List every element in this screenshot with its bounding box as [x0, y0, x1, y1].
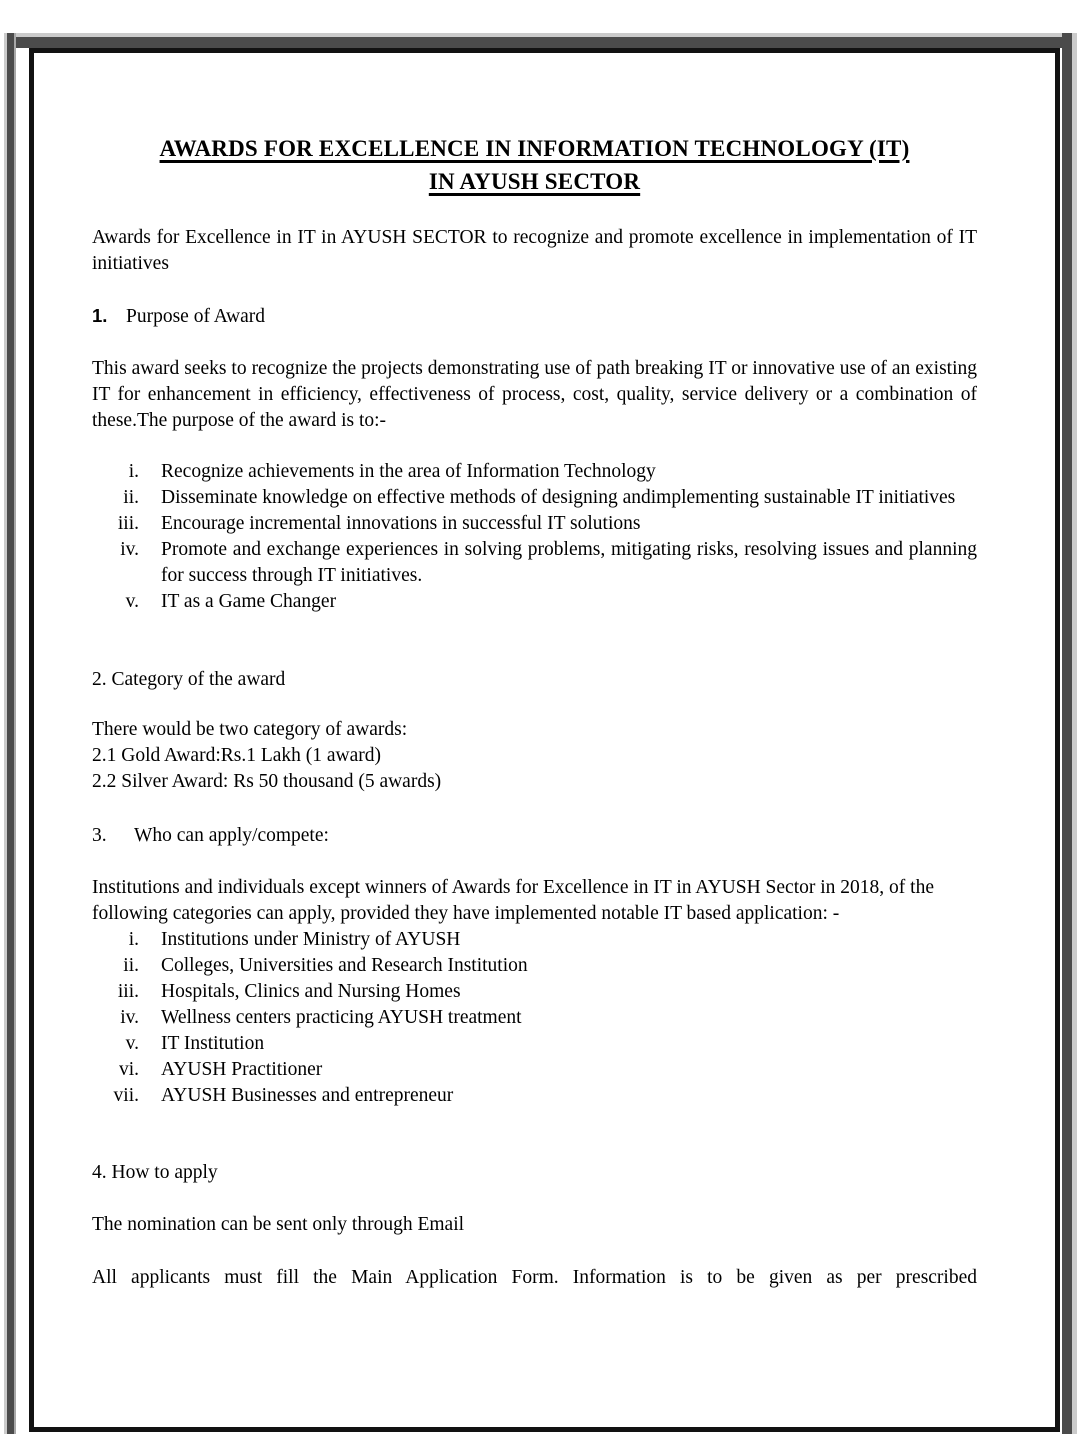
list-item-text: Institutions under Ministry of AYUSH — [161, 929, 461, 950]
section-3-heading — [92, 823, 977, 849]
list-item — [92, 927, 977, 953]
list-item-text: Recognize achievements in the area of Information Technology — [161, 461, 656, 482]
list-item-text: Hospitals, Clinics and Nursing Homes — [161, 981, 461, 1002]
page-content — [92, 53, 977, 1291]
list-item-number: iii. — [117, 513, 139, 534]
list-item-text: AYUSH Businesses and entrepreneur — [161, 1085, 454, 1106]
list-item — [92, 1083, 977, 1109]
list-item-number: iv. — [120, 1007, 139, 1028]
intro-paragraph: Awards for Excellence in IT in AYUSH SECTOR to recognize and promote excellence in implementation of IT initiatives — [92, 227, 977, 274]
list-item-number: v. — [125, 591, 139, 612]
award-categories — [92, 717, 977, 795]
section-3-number: 3. — [92, 825, 107, 846]
viewer-frame-left — [4, 33, 16, 1434]
page-title-line-1: AWARDS FOR EXCELLENCE IN INFORMATION TECHNOLOGY (IT) — [159, 136, 910, 161]
eligibility-list — [92, 927, 977, 1109]
list-item-number: i. — [128, 461, 139, 482]
section-2-heading: 2. Category of the award — [92, 669, 286, 690]
section-3-heading-text: Who can apply/compete: — [134, 825, 329, 846]
application-form-paragraph: All applicants must fill the Main Application Form. Information is to be given as per prescribed — [92, 1267, 977, 1288]
section-1-body: This award seeks to recognize the projects demonstrating use of path breaking IT or innovative use of an existing IT for enhancement in efficiency, effectiveness of process, cost, quality, service delivery or a combination of these.The purpose of the award is to:- — [92, 358, 977, 431]
list-item — [92, 1031, 977, 1057]
viewer-frame-right — [1062, 33, 1077, 1434]
list-item — [92, 511, 977, 537]
list-item-text: IT as a Game Changer — [161, 591, 337, 612]
list-item-number: i. — [128, 929, 139, 950]
page-title-line-2: IN AYUSH SECTOR — [428, 169, 641, 194]
viewer-frame-top — [4, 33, 1077, 48]
list-item — [92, 485, 977, 511]
list-item-text: Encourage incremental innovations in successful IT solutions — [161, 513, 641, 534]
list-item-text: IT Institution — [161, 1033, 265, 1054]
list-item-number: iii. — [117, 981, 139, 1002]
list-item — [92, 537, 977, 589]
category-intro-line: There would be two category of awards: — [92, 719, 408, 740]
nomination-paragraph: The nomination can be sent only through Email — [92, 1214, 465, 1235]
document-page — [29, 48, 1060, 1432]
list-item-number: vii. — [113, 1085, 139, 1106]
section-3-body: Institutions and individuals except winners of Awards for Excellence in IT in AYUSH Sector in 2018, of the following categories can apply, provided they have implemented notable IT based application: - — [92, 877, 934, 924]
page-title — [92, 132, 977, 198]
silver-award-line: 2.2 Silver Award: Rs 50 thousand (5 awards) — [92, 771, 442, 792]
list-item-number: ii. — [123, 955, 139, 976]
section-1-heading — [92, 303, 977, 330]
list-item — [92, 1005, 977, 1031]
list-item-text: Promote and exchange experiences in solving problems, mitigating risks, resolving issues and planning for success through IT initiatives. — [161, 539, 977, 586]
purpose-list — [92, 459, 977, 615]
list-item — [92, 953, 977, 979]
list-item — [92, 979, 977, 1005]
list-item-text: Colleges, Universities and Research Institution — [161, 955, 528, 976]
list-item-text: AYUSH Practitioner — [161, 1059, 323, 1080]
gold-award-line: 2.1 Gold Award:Rs.1 Lakh (1 award) — [92, 745, 382, 766]
list-item — [92, 1057, 977, 1083]
list-item-number: ii. — [123, 487, 139, 508]
list-item-number: vi. — [118, 1059, 139, 1080]
list-item-text: Disseminate knowledge on effective methods of designing andimplementing sustainable IT initiatives — [161, 487, 956, 508]
list-item-number: iv. — [120, 539, 139, 560]
list-item — [92, 459, 977, 485]
list-item — [92, 589, 977, 615]
list-item-text: Wellness centers practicing AYUSH treatment — [161, 1007, 522, 1028]
section-1-number: 1. — [92, 305, 108, 326]
section-1-heading-text: Purpose of Award — [126, 306, 266, 327]
section-4-heading: 4. How to apply — [92, 1162, 218, 1183]
list-item-number: v. — [125, 1033, 139, 1054]
